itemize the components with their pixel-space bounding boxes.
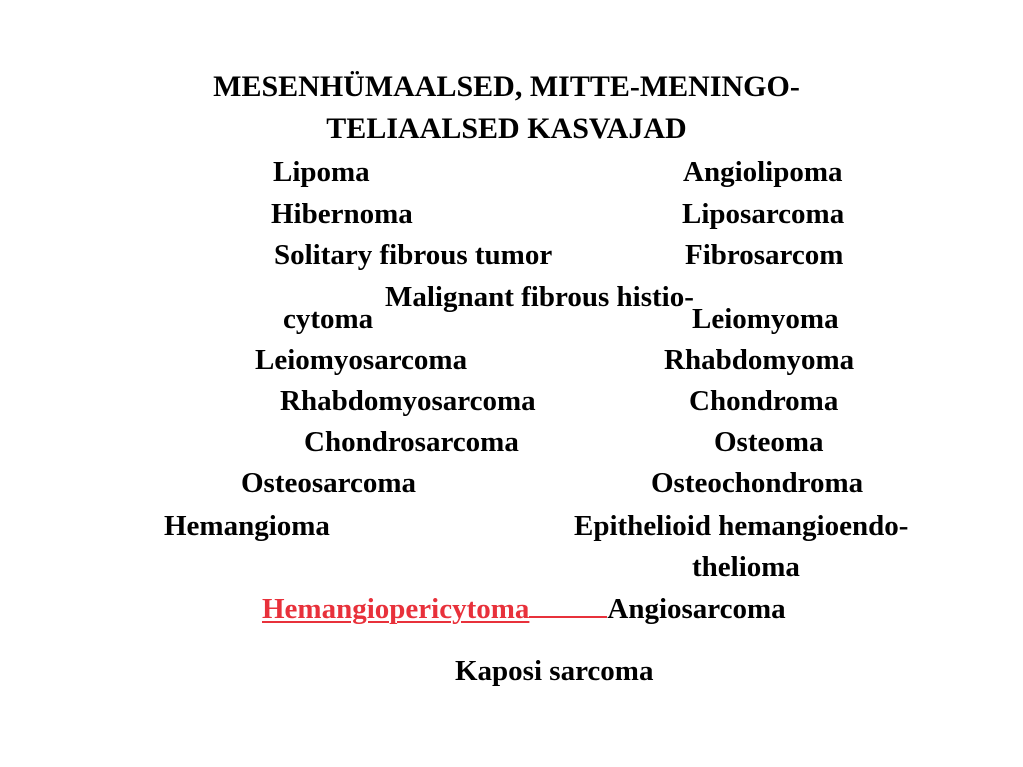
hemangiopericytoma-link[interactable]: Hemangiopericytoma: [262, 593, 530, 625]
slide-title-line1: MESENHÜMAALSED, MITTE-MENINGO-: [213, 70, 800, 103]
item-epithelioid-hemangioendothelioma-line1: Epithelioid hemangioendo-: [574, 510, 909, 542]
item-hemangioma: Hemangioma: [164, 510, 330, 542]
hemangiopericytoma-underline-gap: [529, 590, 607, 618]
item-hibernoma: Hibernoma: [271, 198, 413, 230]
item-rhabdomyosarcoma: Rhabdomyosarcoma: [280, 385, 536, 417]
item-leiomyosarcoma: Leiomyosarcoma: [255, 344, 468, 376]
item-angiosarcoma: Angiosarcoma: [607, 593, 786, 625]
item-epithelioid-hemangioendothelioma-line2: thelioma: [692, 551, 800, 583]
slide-title-line2: TELIAALSED KASVAJAD: [326, 112, 687, 145]
item-osteoma: Osteoma: [714, 426, 824, 458]
item-leiomyoma: Leiomyoma: [692, 303, 839, 335]
item-chondrosarcoma: Chondrosarcoma: [304, 426, 519, 458]
item-osteosarcoma: Osteosarcoma: [241, 467, 417, 499]
item-lipoma: Lipoma: [273, 156, 370, 188]
item-angiolipoma: Angiolipoma: [683, 156, 843, 188]
item-liposarcoma: Liposarcoma: [682, 198, 845, 230]
item-chondroma: Chondroma: [689, 385, 839, 417]
item-rhabdomyoma: Rhabdomyoma: [664, 344, 855, 376]
item-solitary-fibrous-tumor: Solitary fibrous tumor: [274, 239, 553, 271]
item-mfh-cytoma: cytoma: [283, 303, 374, 335]
item-malignant-fibrous-histio: Malignant fibrous histio-: [385, 281, 694, 313]
item-kaposi-sarcoma: Kaposi sarcoma: [455, 655, 654, 687]
item-hemangiopericytoma-row: [262, 590, 786, 627]
item-osteochondroma: Osteochondroma: [651, 467, 864, 499]
item-fibrosarcom: Fibrosarcom: [685, 239, 844, 271]
